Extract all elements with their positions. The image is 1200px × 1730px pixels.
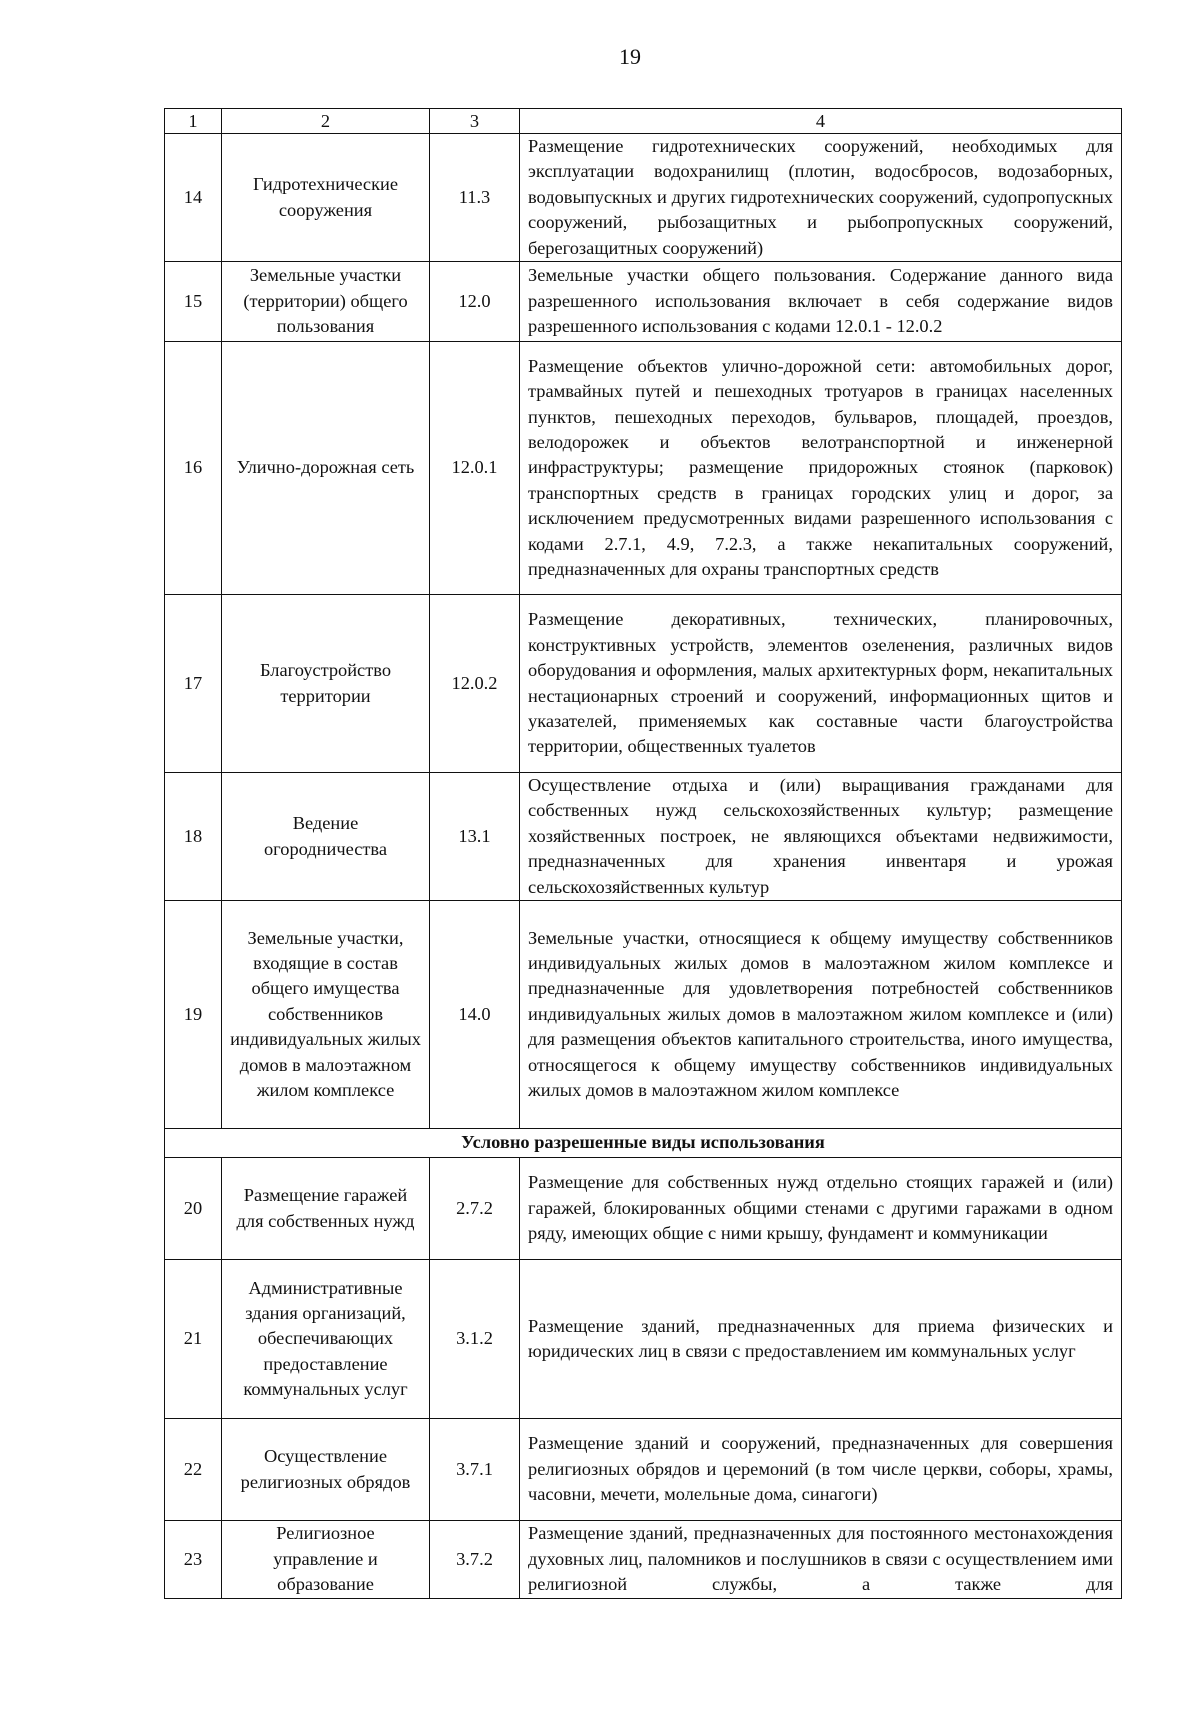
table-row [165,1158,1122,1260]
page-number: 19 [619,44,641,69]
use-type-name: Осуществление религиозных обрядов [222,1419,430,1521]
use-type-description: Размещение зданий, предназначенных для приема физических и юридических лиц в связи с предоставлением им коммунальных услуг [520,1260,1122,1419]
header-col-3: 3 [430,109,520,134]
row-number: 17 [165,595,222,773]
table-row [165,134,1122,262]
use-type-code: 3.1.2 [430,1260,520,1419]
use-type-description: Земельные участки, относящиеся к общему имуществу собственников индивидуальных жилых домов в малоэтажном жилом комплексе и предназначенные для удовлетворения потребностей собственников индивидуальных жилых домов в малоэтажном жилом комплексе и (или) для размещения объектов капитального строительства, иного имущества, относящегося к общему имуществу собственников индивидуальных жилых домов в малоэтажном жилом комплексе [520,901,1122,1129]
use-type-name: Гидротехнические сооружения [222,134,430,262]
header-col-1: 1 [165,109,222,134]
use-type-code: 3.7.2 [430,1521,520,1599]
use-type-name: Улично-дорожная сеть [222,342,430,595]
use-type-code: 13.1 [430,773,520,901]
land-use-table [164,108,1122,1599]
row-number: 15 [165,262,222,342]
table-row [165,901,1122,1129]
table-row [165,773,1122,901]
row-number: 19 [165,901,222,1129]
table-row [165,342,1122,595]
row-number: 20 [165,1158,222,1260]
use-type-description: Размещение для собственных нужд отдельно стоящих гаражей и (или) гаражей, блокированных общими стенами с другими гаражами в одном ряду, имеющих общие с ними крышу, фундамент и коммуникации [520,1158,1122,1260]
row-number: 23 [165,1521,222,1599]
use-type-description: Размещение гидротехнических сооружений, необходимых для эксплуатации водохранилищ (плотин, водосбросов, водозаборных, водовыпускных и других гидротехнических сооружений, судопропускных сооружений, рыбозащитных и рыбопропускных сооружений, берегозащитных сооружений) [520,134,1122,262]
use-type-description: Осуществление отдыха и (или) выращивания гражданами для собственных нужд сельскохозяйственных культур; размещение хозяйственных построек, не являющихся объектами недвижимости, предназначенных для хранения инвентаря и урожая сельскохозяйственных культур [520,773,1122,901]
row-number: 18 [165,773,222,901]
use-type-code: 12.0 [430,262,520,342]
row-number: 22 [165,1419,222,1521]
use-type-code: 3.7.1 [430,1419,520,1521]
header-col-2: 2 [222,109,430,134]
use-type-name: Административные здания организаций, обеспечивающих предоставление коммунальных услуг [222,1260,430,1419]
table-row [165,1419,1122,1521]
table-header-row [165,109,1122,134]
use-type-code: 11.3 [430,134,520,262]
use-type-name: Размещение гаражей для собственных нужд [222,1158,430,1260]
use-type-code: 12.0.2 [430,595,520,773]
use-type-name: Ведение огородничества [222,773,430,901]
use-type-description: Земельные участки общего пользования. Содержание данного вида разрешенного использования включает в себя содержание видов разрешенного использования с кодами 12.0.1 - 12.0.2 [520,262,1122,342]
use-type-code: 14.0 [430,901,520,1129]
use-type-name: Земельные участки, входящие в состав общего имущества собственников индивидуальных жилых домов в малоэтажном жилом комплексе [222,901,430,1129]
row-number: 21 [165,1260,222,1419]
row-number: 14 [165,134,222,262]
header-col-4: 4 [520,109,1122,134]
use-type-code: 2.7.2 [430,1158,520,1260]
use-type-name: Религиозное управление и образование [222,1521,430,1599]
table-row [165,1521,1122,1599]
use-type-description: Размещение объектов улично-дорожной сети: автомобильных дорог, трамвайных путей и пешеходных тротуаров в границах населенных пунктов, пешеходных переходов, бульваров, площадей, проездов, велодорожек и объектов велотранспортной и инженерной инфраструктуры; размещение придорожных стоянок (парковок) транспортных средств в границах городских улиц и дорог, за исключением предусмотренных видами разрешенного использования с кодами 2.7.1, 4.9, 7.2.3, а также некапитальных сооружений, предназначенных для охраны транспортных средств [520,342,1122,595]
section-title: Условно разрешенные виды использования [165,1129,1122,1158]
use-type-description: Размещение зданий и сооружений, предназначенных для совершения религиозных обрядов и церемоний (в том числе церкви, соборы, храмы, часовни, мечети, молельные дома, синагоги) [520,1419,1122,1521]
use-type-description: Размещение зданий, предназначенных для постоянного местонахождения духовных лиц, паломников и послушников в связи с осуществлением ими религиозной службы, а также для [520,1521,1122,1599]
section-header-row [165,1129,1122,1158]
use-type-code: 12.0.1 [430,342,520,595]
use-type-name: Земельные участки (территории) общего пользования [222,262,430,342]
row-number: 16 [165,342,222,595]
table-row [165,1260,1122,1419]
table-row [165,595,1122,773]
use-type-description: Размещение декоративных, технических, планировочных, конструктивных устройств, элементов озеленения, различных видов оборудования и оформления, малых архитектурных форм, некапитальных нестационарных строений и сооружений, информационных щитов и указателей, применяемых как составные части благоустройства территории, общественных туалетов [520,595,1122,773]
table-row [165,262,1122,342]
use-type-name: Благоустройство территории [222,595,430,773]
